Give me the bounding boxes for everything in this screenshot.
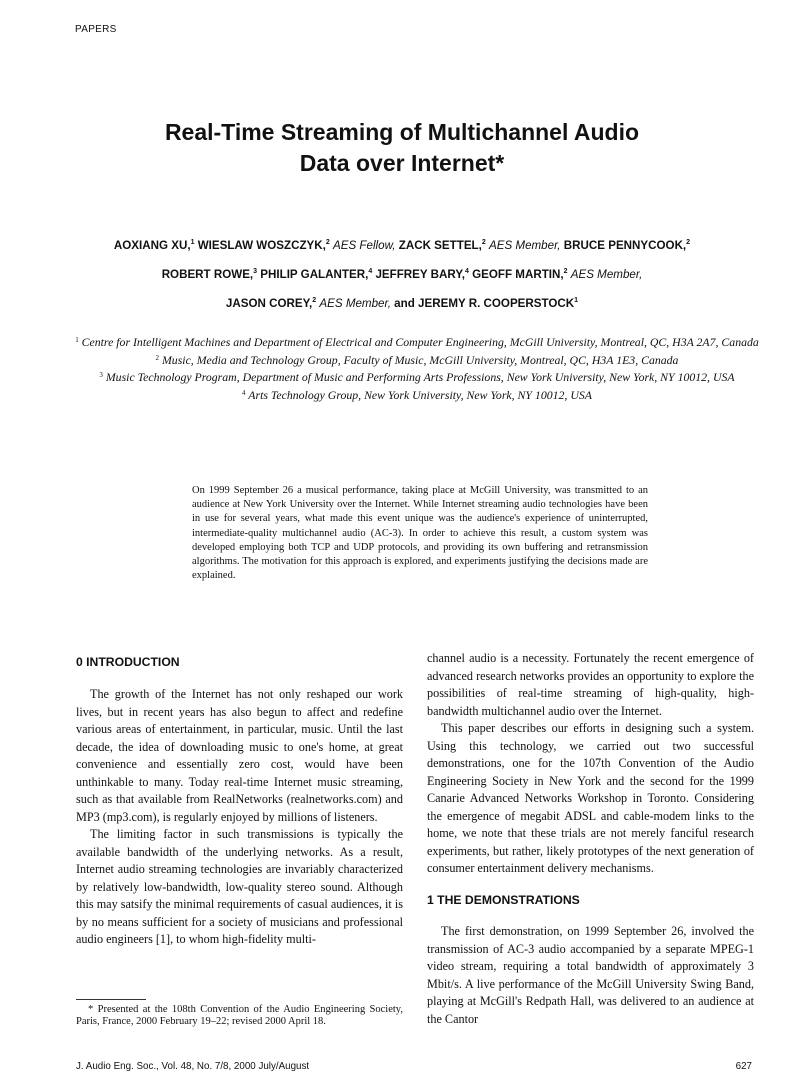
affil-number: 4 [242, 388, 246, 397]
affiliation-2 [72, 351, 762, 369]
author-name: JASON COREY, [225, 297, 313, 310]
affil-marker: 4 [368, 268, 373, 275]
affiliation-3 [72, 368, 762, 386]
affiliation-text: Music Technology Program, Department of Music and Performing Arts Professions, New York University, New York, NY 10012, USA [105, 370, 735, 384]
affil-marker: 4 [465, 268, 469, 275]
paragraph: The growth of the Internet has not only reshaped our work lives, but in recent years has also begun to affect and redefine various areas of entertainment, in particular, music. Until the last decade, the idea of downloading music to one's home, at great convenience and essentially zero cost, would have been unthinkable to many. Today real-time Internet music streaming, such as that available from RealNetworks (realnetworks.com) and MP3 (mp3.com), is regularly enjoyed by millions of listeners. [76, 687, 403, 824]
footnote: * Presented at the 108th Convention of the Audio Engineering Society, Paris, France, 2000 February 19–22; revised 2000 April 18. [76, 1004, 403, 1027]
section-heading-demonstrations: 1 THE DEMONSTRATIONS [427, 892, 580, 907]
journal-citation: J. Audio Eng. Soc., Vol. 48, No. 7/8, 2000 July/August [76, 1061, 310, 1072]
affiliation-text: Music, Media and Technology Group, Faculty of Music, McGill University, Montreal, QC, H3A 1E3, Canada [161, 352, 679, 367]
author-line-2 [40, 259, 764, 288]
author-role: AES Member, [570, 268, 643, 281]
affiliation-1 [72, 333, 762, 351]
author-line-3 [40, 288, 764, 317]
paper-title [0, 117, 804, 179]
affil-marker: 2 [481, 239, 486, 246]
right-column [427, 650, 754, 1028]
affil-marker: 2 [563, 268, 568, 275]
author-list [40, 230, 764, 317]
affiliation-text: Centre for Intelligent Machines and Department of Electrical and Computer Engineering, McGill University, Montreal, QC, H3A 2A7, Canada [81, 335, 759, 349]
section-heading-introduction: 0 INTRODUCTION [76, 655, 180, 669]
author-role: AES Member, [319, 297, 391, 310]
author-name: ZACK SETTEL, [398, 239, 482, 252]
author-name: ROBERT ROWE, [161, 268, 254, 281]
author-name: JEREMY R. COOPERSTOCK [418, 297, 575, 310]
paragraph-continued: channel audio is a necessity. Fortunately the recent emergence of advanced research networks provides an opportunity to explore the possibilities of real-time streaming of high-quality, high-bandwidth multichannel audio over the Internet. [427, 651, 754, 718]
title-line-1: Real-Time Streaming of Multichannel Audio [164, 119, 640, 145]
footnote-divider [76, 999, 146, 1000]
affiliation-text: Arts Technology Group, New York University, New York, NY 10012, USA [248, 387, 592, 402]
author-name: PHILIP GALANTER, [260, 268, 369, 281]
abstract: On 1999 September 26 a musical performance, taking place at McGill University, was transmitted to an audience at New York University over the Internet. While Internet streaming audio technologies have been in use for several years, what made this event unique was the audience's experience of uninterrupted, intermediate-quality multichannel audio (AC-3). In order to achieve this result, a custom system was developed employing both TCP and UDP protocols, and providing its own buffering and retransmission algorithms. The motivation for this approach is explored, and experiments justifying the decisions made are explained. [192, 485, 648, 582]
author-role: AES Member, [489, 239, 561, 252]
author-name: GEOFF MARTIN, [472, 268, 564, 281]
author-role: AES Fellow, [333, 239, 396, 252]
author-line-1 [40, 230, 764, 259]
paragraph: This paper describes our efforts in designing such a system. Using this technology, we carried out two successful demonstrations, one for the 107th Convention of the Audio Engineering Society in New York and the second for the 1999 Canarie Advanced Networks Workshop in Toronto. Considering the emergence of megabit ADSL and cable-modem links to the home, we note that these trials are not merely fanciful research experiments, but rather, likely prototypes of the next generation of consumer entertainment delivery mechanisms. [427, 721, 754, 875]
author-conjunction: and [394, 297, 415, 310]
affil-marker: 2 [686, 239, 691, 246]
affiliations [72, 333, 762, 403]
affil-number: 2 [155, 353, 160, 362]
paragraph: The limiting factor in such transmissions is typically the available bandwidth of the underlying networks. As a result, Internet audio streaming technologies are invariably characterized by relatively low-bandwidth, low-quality stereo sound. Although this may satsify the minimal requirements of casual audiences, it is by no means sufficient for a society of musicians and professional audio engineers [1], to whom high-fidelity multi- [76, 827, 403, 946]
affil-marker: 2 [325, 239, 330, 246]
running-head: PAPERS [75, 24, 117, 35]
affiliation-4 [72, 386, 762, 404]
affil-marker: 2 [312, 297, 317, 304]
author-name: AOXIANG XU, [113, 239, 191, 252]
affil-marker: 1 [190, 239, 195, 246]
author-name: BRUCE PENNYCOOK, [563, 239, 687, 252]
author-name: JEFFREY BARY, [375, 268, 466, 281]
affil-marker: 1 [574, 297, 579, 304]
affil-marker: 3 [253, 268, 258, 275]
author-name: WIESLAW WOSZCZYK, [197, 239, 326, 252]
paragraph: The first demonstration, on 1999 September 26, involved the transmission of AC-3 audio accompanied by a separate MPEG-1 video stream, requiring a total bandwidth of approximately 3 Mbit/s. A live performance of the McGill University Swing Band, playing at McGill's Redpath Hall, was delivered to an audience at the Cantor [427, 924, 754, 1026]
affil-number: 3 [99, 371, 103, 379]
page-number: 627 [735, 1061, 752, 1072]
left-column [76, 686, 403, 949]
title-line-2: Data over Internet* [299, 150, 505, 176]
affil-number: 1 [75, 336, 79, 344]
